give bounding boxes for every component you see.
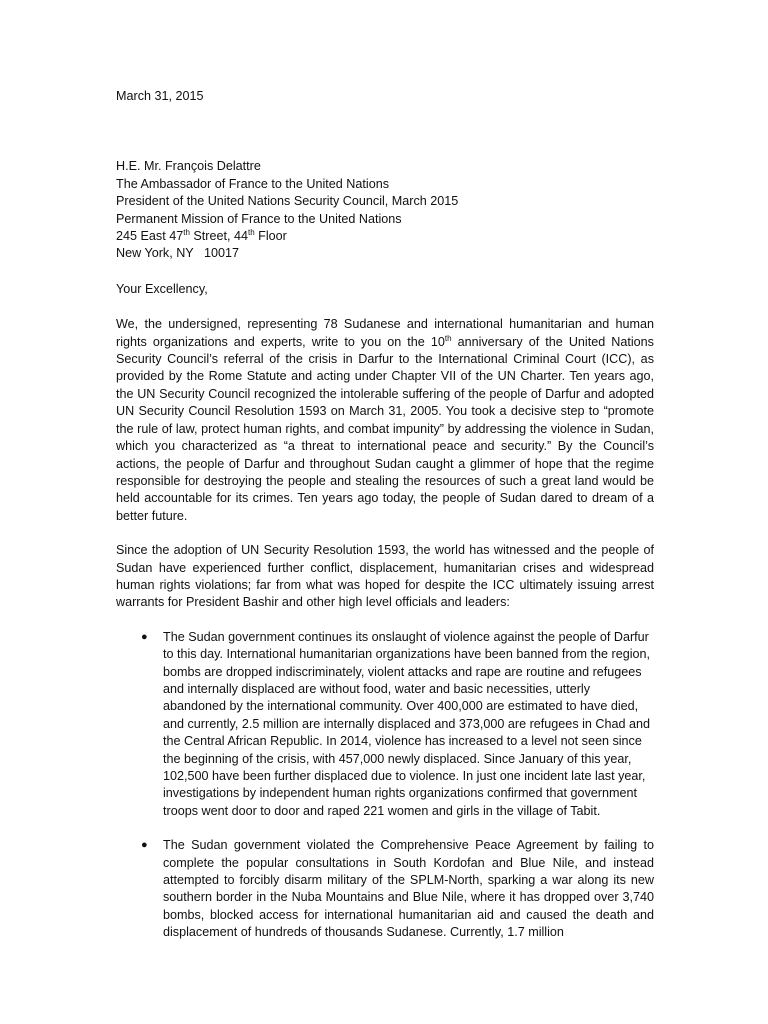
recipient-role: President of the United Nations Security Council, March 2015 xyxy=(116,194,459,209)
floor-word: Floor xyxy=(254,229,287,244)
bullet-icon: ● xyxy=(141,630,148,643)
list-item xyxy=(141,837,654,941)
recipient-address xyxy=(116,158,654,262)
recipient-street xyxy=(116,228,654,245)
floor-sup: th xyxy=(248,227,255,237)
recipient-city: New York, NY 10017 xyxy=(116,246,239,261)
recipient-title: The Ambassador of France to the United Nations xyxy=(116,176,390,191)
letter-date: March 31, 2015 xyxy=(116,89,204,103)
list-item xyxy=(141,629,654,820)
recipient-mission: Permanent Mission of France to the United Nations xyxy=(116,211,402,226)
recipient-name: H.E. Mr. François Delattre xyxy=(116,159,261,174)
street-name: Street, 44 xyxy=(189,229,248,244)
bullet-list xyxy=(116,629,654,942)
street-number: 245 East 47 xyxy=(116,229,184,244)
bullet-text: The Sudan government violated the Comprehensive Peace Agreement by failing to complete the popular consultations in South Kordofan and Blue Nile, and instead attempted to forcibly disarm military of the SPLM-North, sparking a war along its new southern border in the Nuba Mountains and Blue Nile, where it has dropped over 3,740 bombs, blocked access for international humanitarian aid and caused the death and displacement of hundreds of thousands Sudanese. Currently, 1.7 million xyxy=(163,838,654,940)
paragraph-1 xyxy=(116,316,654,525)
paragraph-2: Since the adoption of UN Security Resolution 1593, the world has witnessed and the people of Sudan have experienced further conflict, displacement, humanitarian crises and widespread human rights violations; far from what was hoped for despite the ICC ultimately issuing arrest warrants for President Bashir and other high level officials and leaders: xyxy=(116,543,654,610)
street-sup: th xyxy=(183,227,190,237)
paragraph-1-sup: th xyxy=(444,333,452,343)
bullet-text: The Sudan government continues its onslaught of violence against the people of Darfur to this day. International humanitarian organizations have been banned from the region, bombs are dropped indiscriminately, violent attacks and rape are routine and refugees and internally displaced are without food, water and basic necessities, utterly abandoned by the international community. Over 400,000 are estimated to have died, and currently, 2.5 million are internally displaced and 373,000 are refugees in Chad and the Central African Republic. In 2014, violence has increased to a level not seen since the beginning of the crisis, with 457,000 newly displaced. Since January of this year, 102,500 have been further displaced due to violence. In just one incident late last year, investigations by independent human rights organizations confirmed that government troops went door to door and raped 221 women and girls in the village of Tabit. xyxy=(163,629,651,818)
paragraph-1-start: We, the undersigned, representing 78 Sudanese and international humanitarian and human rights organizations and experts, write to you on the 10 xyxy=(116,317,654,349)
salutation: Your Excellency, xyxy=(116,281,208,296)
paragraph-1-rest: anniversary of the United Nations Security Council’s referral of the crisis in Darfur to the International Criminal Court (ICC), as provided by the Rome Statute and acting under Chapter VII of the UN Charter. Ten years ago, the UN Security Council recognized the intolerable suffering of the people of Darfur and adopted UN Security Council Resolution 1593 on March 31, 2005. You took a decisive step to “promote the rule of law, protect human rights, and combat impunity” by addressing the violence in Sudan, which you characterized as “a threat to international peace and security.” By the Council’s actions, the people of Darfur and throughout Sudan caught a glimmer of hope that the regime responsible for destroying the people and stealing the resources of such a great land would be held accountable for its crimes. Ten years ago today, the people of Sudan dared to dream of a better future. xyxy=(116,334,654,523)
bullet-icon: ● xyxy=(141,839,148,852)
